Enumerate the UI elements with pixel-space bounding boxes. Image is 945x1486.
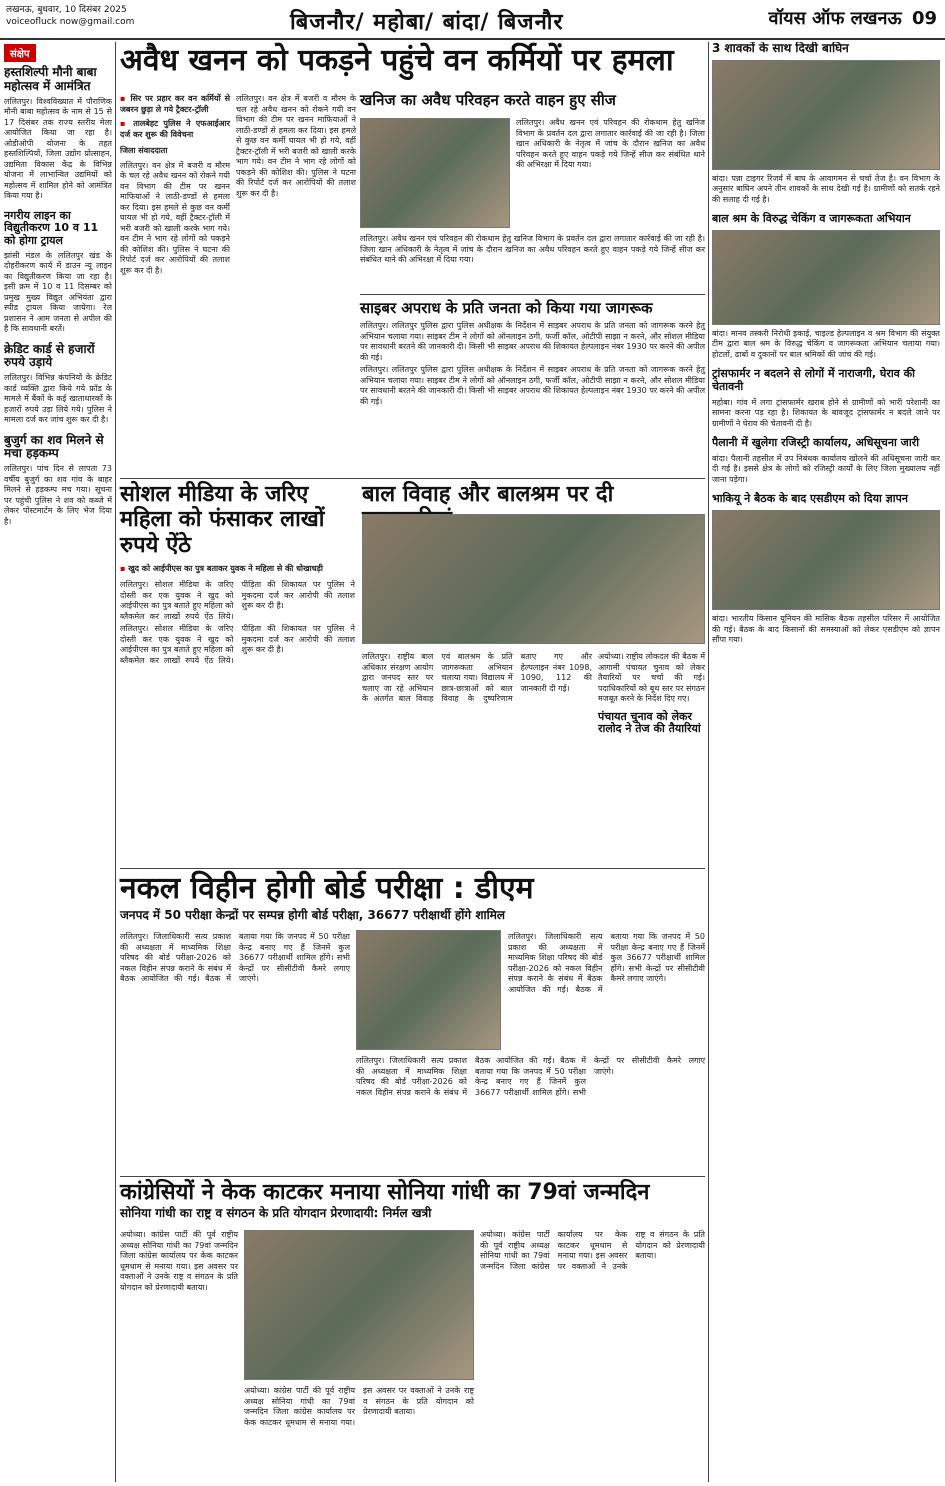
divider [120,1176,705,1177]
congress-subheadline: सोनिया गांधी का राष्ट्र व संगठन के प्रति योगदान प्रेरणादायी: निर्मल खत्री [120,1206,432,1221]
social-headline: सोशल मीडिया के जरिए महिला को फंसाकर लाखों रुपये ऐंठे [120,482,325,558]
exam-body-bottom: ललितपुर। जिलाधिकारी सत्य प्रकाश की अध्यक्षता में माध्यमिक शिक्षा परिषद की बोर्ड परीक्षा-2026 को नकल विहीन संपन्न कराने के संबंध में बैठक आयोजित की गई। बैठक में बताया गया कि जनपद में 50 परीक्षा केन्द्र बनाए गए हैं जिनमें कुल 36677 परीक्षार्थी शामिल होंगे। सभी केन्द्रों पर सीसीटीवी कैमरे लगाए जाएंगे। [356,1056,705,1097]
mining-story [360,92,705,109]
labour-headline: बाल श्रम के विरुद्ध चेकिंग व जागरूकता अभियान [712,212,911,226]
lead-bullet-2: ▪ तालबेहट पुलिस ने एफआईआर दर्ज कर शुरू की विवेचना [120,119,230,139]
mining-body-wrap2 [360,234,705,266]
social-bullet: ▪ खुद को आईपीएस का पुत्र बताकर युवक ने महिला से की धोखाधड़ी [120,563,323,573]
registry-body: बांदा। पैलानी तहसील में उप निबंधक कार्यालय खोलने की अधिसूचना जारी कर दी गई है। इससे क्षेत्र के लोगों को रजिस्ट्री कार्यों के लिए जिला मुख्यालय नहीं जाना पड़ेगा। [712,453,940,484]
bhakiyu-body: बांदा। भारतीय किसान यूनियन की मासिक बैठक तहसील परिसर में आयोजित की गई। बैठक के बाद किसानों की समस्याओं को लेकर एसडीएम को ज्ञापन सौंपा गया। [712,614,940,644]
brief1-headline: हस्तशिल्पी मौनी बाबा महोत्सव में आमंत्रित [4,65,97,93]
cake-cutting-photo [244,1230,474,1380]
child-body: ललितपुर। राष्ट्रीय बाल अधिकार संरक्षण आयोग द्वारा जनपद स्तर पर चलाए जा रहे अभियान के अंतर्गत बाल विवाह एवं बालश्रम के प्रति जागरूकता अभियान चलाया गया। विद्यालय में छात्र-छात्राओं को बाल विवाह के दुष्परिणाम बताए गए और हेल्पलाइन नंबर 1098, 1090, 112 की जानकारी दी गई। [362,652,592,703]
brief2-headline: नगरीय लाइन का विद्युतीकरण 10 व 11 को होगा ट्रायल [4,208,99,247]
school-students-photo [362,514,705,644]
exam-meeting-photo [356,930,501,1050]
social-body: ललितपुर। सोशल मीडिया के जरिए दोस्ती कर एक युवक ने खुद को आईपीएस का पुत्र बताते हुए महिला को ब्लैकमेल कर लाखों रुपये ऐंठ लिये। पीड़िता की शिकायत पर पुलिस ने मुकदमा दर्ज कर आरोपी की तलाश शुरू कर दी है। [120,580,355,621]
truck-photo [360,118,510,228]
lead-bullets [120,94,230,276]
cyber-headline: साइबर अपराध के प्रति जनता को किया गया जागरूक [360,299,653,317]
exam-subheadline: जनपद में 50 परीक्षा केन्द्रों पर सम्पन्न होगी बोर्ड परीक्षा, 36677 परीक्षार्थी होंगे शामिल [120,907,506,922]
divider [708,42,709,1482]
mining-headline: खनिज का अवैध परिवहन करते वाहन हुए सीज [360,91,616,109]
exam-body-col3: ललितपुर। जिलाधिकारी सत्य प्रकाश की अध्यक्षता में माध्यमिक शिक्षा परिषद की बोर्ड परीक्षा-2026 को नकल विहीन संपन्न कराने के संबंध में बैठक आयोजित की गई। बैठक में बताया गया कि जनपद में 50 परीक्षा केन्द्र बनाए गए हैं जिनमें कुल 36677 परीक्षार्थी शामिल होंगे। सभी केन्द्रों पर सीसीटीवी कैमरे लगाए जाएंगे। [508,932,705,994]
exam-body: ललितपुर। जिलाधिकारी सत्य प्रकाश की अध्यक्षता में माध्यमिक शिक्षा परिषद की बोर्ड परीक्षा-2026 को नकल विहीन संपन्न कराने के संबंध में बैठक आयोजित की गई। बैठक में बताया गया कि जनपद में 50 परीक्षा केन्द्र बनाए गए हैं जिनमें कुल 36677 परीक्षार्थी शामिल होंगे। सभी केन्द्रों पर सीसीटीवी कैमरे लगाए जाएंगे। [120,932,350,983]
transformer-headline: ट्रांसफार्मर न बदलने से लोगों में नाराजगी, घेराव की चेतावनी [712,367,915,394]
divider [115,42,116,1482]
left-brief-column [4,42,112,1482]
brief1-body: ललितपुर। विश्वविख्यात में पौराणिक मौनी बाबा महोत्सव के नाम से 15 से 17 दिसंबर तक राज्य स्तरीय मेला आयोजित किया जा रहा है। ओडीओपी योजना के तहत हस्तशिल्पियों, जिला उद्योग प्रोत्साहन, उद्यमिता विकास केंद्र के विभिन्न योजना में लाभान्वित उद्यमियों को महोत्सव में शामिल होने को आमंत्रित किया गया है। [4,96,112,201]
transformer-body: महोबा। गांव में लगा ट्रांसफार्मर खराब होने से ग्रामीणों को भारी परेशानी का सामना करना पड़ रहा है। शिकायत के बावजूद ट्रांसफार्मर न बदले जाने पर ग्रामीणों ने घेराव की चेतावनी दी है। [712,397,940,428]
page-number: 09 [911,8,937,29]
congress-body-bottom: अयोध्या। कांग्रेस पार्टी की पूर्व राष्ट्रीय अध्यक्ष सोनिया गांधी का 79वां जन्मदिन जिला कांग्रेस कार्यालय पर केक काटकर धूमधाम से मनाया गया। इस अवसर पर वक्ताओं ने उनके राष्ट्र व संगठन के प्रति योगदान को प्रेरणादायी बताया। [244,1386,474,1427]
divider [120,478,705,479]
lead-body: ललितपुर। वन क्षेत्र में बजरी व मौरम के चल रहे अवैध खनन को रोकने गयी वन विभाग की टीम पर खनन माफियाओं ने लाठी-डण्डों से हमला कर दिया। इस हमले से कुछ वन कर्मी घायल भी हो गये, वहीं ट्रैक्टर-ट्रॉली में भरी बजरी को खाली करके भाग गये। वन टीम ने भाग रहे लोगों को पकड़ने की कोशिश की। पुलिस ने घटना की रिपोर्ट दर्ज कर आरोपियों की तलाश शुरू कर दी है। [120,160,230,275]
mining-body-wrap [516,118,705,171]
brief2-body: झांसी मंडल के ललितपुर खंड के दोहरीकरण कार्य में डाउन न्यू लाइन का विद्युतीकरण किया जा रहा है। इसी क्रम में 10 व 11 दिसम्बर को प्रमुख मुख्य विद्युत अभियंता द्वारा स्पीड ट्रायल किया जायेगा। रेल प्रशासन ने आम जनता से अपील की है कि सावधानी बरतें। [4,250,112,334]
brief-tag: संक्षेप [4,44,36,62]
lead-body-cont: ललितपुर। वन क्षेत्र में बजरी व मौरम के चल रहे अवैध खनन को रोकने गयी वन विभाग की टीम पर खनन माफियाओं ने लाठी-डण्डों से हमला कर दिया। इस हमले से कुछ वन कर्मी घायल भी हो गये, वहीं ट्रैक्टर-ट्रॉली में भरी बजरी को खाली करके भाग गये। वन टीम ने भाग रहे लोगों को पकड़ने की कोशिश की। पुलिस ने घटना की रिपोर्ट दर्ज कर आरोपियों की तलाश शुरू कर दी है। [236,94,356,198]
child-headline: बाल विवाह और बालश्रम पर दी [362,482,614,507]
mining-body: ललितपुर। अवैध खनन एवं परिवहन की रोकथाम हेतु खनिज विभाग के प्रवर्तन दल द्वारा लगातार कार्रवाई की जा रही है। जिला खान अधिकारी के नेतृत्व में जांच के दौरान खनिज का अवैध परिवहन करते हुए वाहन पकड़े गये जिन्हें सीज कर संबंधित थाने की अभिरक्षा में दिया गया। [516,118,705,169]
tiger-headline: 3 शावकों के साथ दिखी बाघिन [712,42,849,55]
panchayat-story [598,652,705,736]
mining-body-cont: ललितपुर। अवैध खनन एवं परिवहन की रोकथाम हेतु खनिज विभाग के प्रवर्तन दल द्वारा लगातार कार्रवाई की जा रही है। जिला खान अधिकारी के नेतृत्व में जांच के दौरान खनिज का अवैध परिवहन करते हुए वाहन पकड़े गये जिन्हें सीज कर संबंधित थाने की अभिरक्षा में दिया गया। [360,234,705,264]
lead-headline: अवैध खनन को पकड़ने पहुंचे वन कर्मियों पर हमला [120,43,674,78]
panchayat-body: अयोध्या। राष्ट्रीय लोकदल की बैठक में आगामी पंचायत चुनाव को लेकर तैयारियों पर चर्चा की गई। पदाधिकारियों को बूथ स्तर पर संगठन मजबूत करने के निर्देश दिए गए। [598,652,705,703]
masthead-left [6,4,134,28]
lead-body-col2 [236,94,356,199]
labour-body: बांदा। मानव तस्करी निरोधी इकाई, चाइल्ड हेल्पलाइन व श्रम विभाग की संयुक्त टीम द्वारा बाल श्रम के विरुद्ध चेकिंग व जागरूकता अभियान चलाया गया। होटलों, ढाबों व दुकानों पर बाल श्रमिकों की जांच की गई। [712,328,940,359]
section-title: बिजनौर/ महोबा/ बांदा/ बिजनौर [290,10,564,35]
masthead [0,0,945,40]
cyber-body: ललितपुर। ललितपुर पुलिस द्वारा पुलिस अधीक्षक के निर्देशन में साइबर अपराध के प्रति जनता को जागरूक करने हेतु अभियान चलाया गया। साइबर टीम ने लोगों को ऑनलाइन ठगी, फर्जी कॉल, ओटीपी साझा न करने, और सोशल मीडिया पर सावधानी बरतने की जानकारी दी। किसी भी साइबर अपराध की शिकायत हेल्पलाइन नंबर 1930 पर करने की अपील की गई। [360,321,705,362]
divider [120,868,705,869]
panchayat-headline: पंचायत चुनाव को लेकर रालोद ने तेज की तैयारियां [598,709,701,736]
child-marriage-story [362,482,705,862]
brand-name: वॉयस ऑफ लखनऊ [768,8,902,29]
congress-headline: कांग्रेसियों ने केक काटकर मनाया सोनिया गांधी का 79वां जन्मदिन [120,1180,650,1205]
congress-body-right: अयोध्या। कांग्रेस पार्टी की पूर्व राष्ट्रीय अध्यक्ष सोनिया गांधी का 79वां जन्मदिन जिला कांग्रेस कार्यालय पर केक काटकर धूमधाम से मनाया गया। इस अवसर पर वक्ताओं ने उनके राष्ट्र व संगठन के प्रति योगदान को प्रेरणादायी बताया। [480,1230,705,1271]
exam-headline: नकल विहीन होगी बोर्ड परीक्षा : डीएम [120,871,534,906]
lead-bullet-1: ▪ सिर पर प्रहार कर वन कर्मियों से जबरन छुड़ा ले गये ट्रैक्टर-ट्रॉली [120,94,230,114]
exam-story [120,872,705,1172]
farmers-meeting-photo [712,510,940,610]
registry-headline: पैलानी में खुलेगा रजिस्ट्री कार्यालय, अधिसूचना जारी [712,436,920,450]
bhakiyu-headline: भाकियू ने बैठक के बाद एसडीएम को दिया ज्ञापन [712,492,908,506]
lead-dateline: जिला संवाददाता [120,146,168,155]
divider [360,294,705,295]
congress-body: अयोध्या। कांग्रेस पार्टी की पूर्व राष्ट्रीय अध्यक्ष सोनिया गांधी का 79वां जन्मदिन जिला कांग्रेस कार्यालय पर केक काटकर धूमधाम से मनाया गया। इस अवसर पर वक्ताओं ने उनके राष्ट्र व संगठन के प्रति योगदान को प्रेरणादायी बताया। [120,1230,238,1292]
brief4-headline: बुजुर्ग का शव मिलने से मचा हड़कम्प [4,432,104,461]
tigress-photo [712,60,940,170]
congress-story [120,1180,705,1480]
social-body-cont: ललितपुर। सोशल मीडिया के जरिए दोस्ती कर एक युवक ने खुद को आईपीएस का पुत्र बताते हुए महिला को ब्लैकमेल कर लाखों रुपये ऐंठ लिये। पीड़िता की शिकायत पर पुलिस ने मुकदमा दर्ज कर आरोपी की तलाश शुरू कर दी है। [120,624,355,665]
cyber-body-cont: ललितपुर। ललितपुर पुलिस द्वारा पुलिस अधीक्षक के निर्देशन में साइबर अपराध के प्रति जनता को जागरूक करने हेतु अभियान चलाया गया। साइबर टीम ने लोगों को ऑनलाइन ठगी, फर्जी कॉल, ओटीपी साझा न करने, और सोशल मीडिया पर सावधानी बरतने की जानकारी दी। किसी भी साइबर अपराध की शिकायत हेल्पलाइन नंबर 1930 पर करने की अपील की गई। [360,365,705,406]
brief3-body: ललितपुर। विभिन्न कंपनियों के क्रेडिट कार्ड व्यक्ति द्वारा किये गये फ्रॉड के मामले में बैंकों के कई खाताधारकों के हजारों रुपये उड़ा लिये गये। पुलिस ने मामला दर्ज कर जांच शुरू कर दी है। [4,373,112,425]
cyber-story [360,300,705,407]
social-story [120,482,355,862]
email: voiceofluck now@gmail.com [6,17,135,27]
brief4-body: ललितपुर। पांच दिन से लापता 73 वर्षीय बुजुर्ग का शव गांव के बाहर मिलने से हड़कम्प मच गया। सूचना पर पहुंची पुलिस ने शव को कब्जे में लेकर पोस्टमार्टम के लिए भेज दिया है। [4,464,112,526]
brand-and-page [769,6,938,30]
brief3-headline: क्रेडिट कार्ड से हजारों रुपये उड़ाये [4,341,95,370]
checking-team-photo [712,230,940,325]
tiger-body: बांदा। पन्ना टाइगर रिजर्व में बाघ के आवागमन से चर्चा तेज है। वन विभाग के अनुसार बाघिन अपने तीन शावकों के साथ देखी गई है। ग्रामीणों को सतर्क रहने की सलाह दी गई है। [712,173,940,204]
lead-story [120,44,705,484]
right-column [712,42,940,1482]
dateline: लखनऊ, बुधवार, 10 दिसंबर 2025 [6,5,127,15]
